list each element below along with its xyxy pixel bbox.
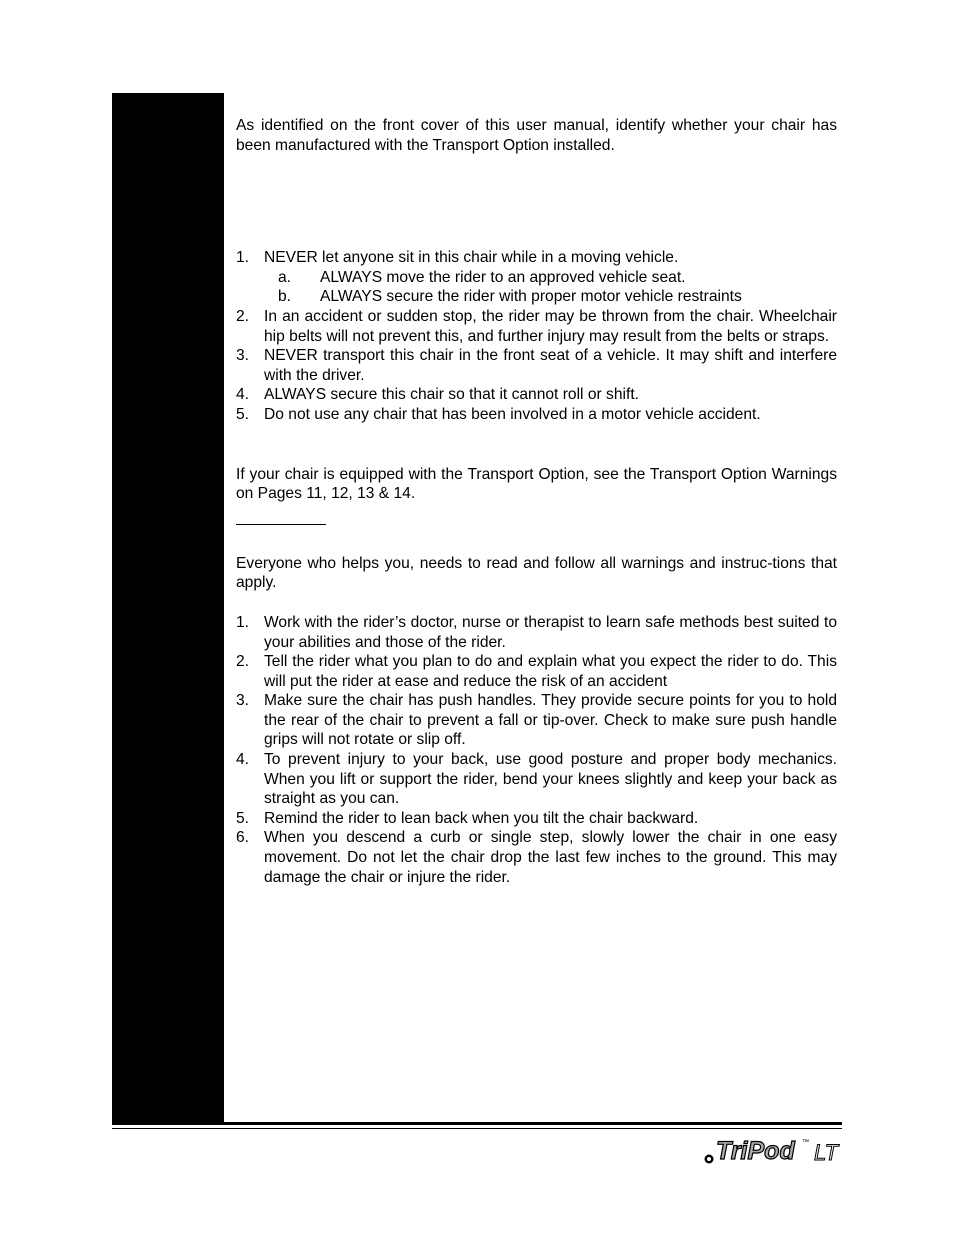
- tripod-lt-logo: [702, 1133, 842, 1167]
- list-item: [236, 307, 837, 346]
- helper-tips-list: [236, 613, 837, 887]
- list-item-number: 2.: [236, 307, 250, 325]
- list-item-text: Make sure the chair has push handles. They provide secure points for you to hold the rear of the chair to prevent a fall or tip-over. Check to make sure push handle grips will not rotate or slip off.: [264, 692, 837, 749]
- trademark-mark: ™: [802, 1139, 809, 1146]
- vehicle-warnings-list: [236, 248, 837, 424]
- list-item-number: 4.: [236, 751, 250, 769]
- list-item-number: 1.: [236, 613, 250, 631]
- list-item-text: Tell the rider what you plan to do and explain what you expect the rider to do. This will put the rider at ease and reduce the risk of an accident: [264, 653, 837, 690]
- list-item-text: Do not use any chair that has been involved in a motor vehicle accident.: [264, 405, 761, 423]
- intro-paragraph: As identified on the front cover of this user manual, identify whether your chair has been manufactured with the Transport Option installed.: [236, 117, 837, 154]
- list-item-number: 1.: [236, 249, 250, 267]
- list-item-number: 3.: [236, 347, 250, 365]
- list-item-text: NEVER transport this chair in the front seat of a vehicle. It may shift and interfere with the driver.: [264, 347, 837, 384]
- list-item-number: 5.: [236, 809, 250, 827]
- list-item: [236, 248, 837, 268]
- list-item-text: When you descend a curb or single step, slowly lower the chair in one easy movement. Do not let the chair drop the last few inches to the ground. This may damage the chair or injure the rider.: [264, 829, 837, 886]
- list-item: [236, 691, 837, 750]
- list-item-text: ALWAYS secure this chair so that it cannot roll or shift.: [264, 386, 639, 404]
- list-item: [236, 828, 837, 887]
- list-item-number: 6.: [236, 829, 250, 847]
- list-item-number: 5.: [236, 405, 250, 423]
- transport-note: If your chair is equipped with the Transport Option, see the Transport Option Warnings on Pages 11, 12, 13 & 14.: [236, 465, 837, 503]
- sub-list-item: [236, 268, 837, 288]
- sub-list: [236, 268, 837, 307]
- list-item: [236, 346, 837, 385]
- sub-list-item-letter: a.: [278, 268, 292, 286]
- list-item: [236, 652, 837, 691]
- list-item-text: In an accident or sudden stop, the rider may be thrown from the chair. Wheelchair hip belts will not prevent this, and further injury may result from the belts or straps.: [264, 307, 837, 345]
- list-item: [236, 809, 837, 829]
- list-item-number: 4.: [236, 386, 250, 404]
- list-item-text: NEVER let anyone sit in this chair while in a moving vehicle.: [264, 249, 679, 267]
- sub-list-item-text: ALWAYS secure the rider with proper motor vehicle restraints: [320, 288, 742, 306]
- list-item: [236, 750, 837, 809]
- helpers-intro: Everyone who helps you, needs to read and follow all warnings and instruc-tions that apply.: [236, 554, 837, 592]
- list-item: [236, 385, 837, 405]
- logo-suffix: LT: [814, 1140, 839, 1165]
- black-sidebar-band: [112, 93, 224, 1122]
- sub-list-item: [236, 287, 837, 307]
- sub-list-item-text: ALWAYS move the rider to an approved vehicle seat.: [320, 268, 686, 286]
- footer-rule-thin: [112, 1128, 842, 1129]
- list-item-text: Work with the rider’s doctor, nurse or therapist to learn safe methods best suited to your abilities and those of the rider.: [264, 613, 837, 651]
- list-item-number: 3.: [236, 692, 250, 710]
- list-item-text: Remind the rider to lean back when you tilt the chair backward.: [264, 809, 699, 827]
- list-item: [236, 405, 837, 425]
- list-item-number: 2.: [236, 653, 250, 671]
- list-item: [236, 613, 837, 652]
- logo-wordmark: TriPod: [716, 1137, 795, 1165]
- footer-rule-thick: [112, 1122, 842, 1125]
- sub-list-item-letter: b.: [278, 288, 292, 306]
- list-item-text: To prevent injury to your back, use good posture and proper body mechanics. When you lift or support the rider, bend your knees slightly and keep your back as straight as you can.: [264, 751, 837, 808]
- page-content: [236, 116, 837, 887]
